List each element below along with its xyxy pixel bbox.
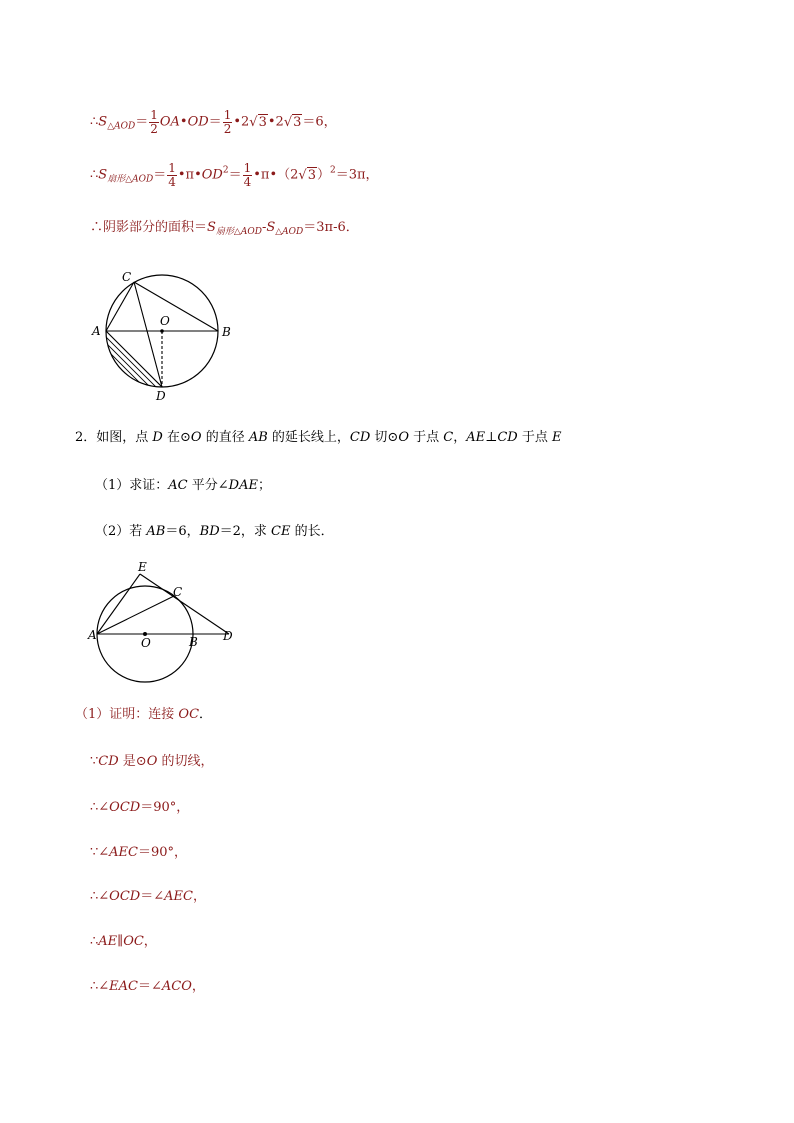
math: BD	[199, 524, 220, 539]
math: CD	[349, 430, 371, 445]
math: O	[146, 754, 158, 769]
fraction-denominator: 4	[243, 174, 252, 189]
label-d: D	[223, 629, 233, 643]
pi-factor: •π•（2	[253, 167, 299, 183]
text: ∥	[117, 934, 124, 949]
area-sector-formula	[90, 162, 379, 188]
text: ∴∠	[90, 889, 110, 904]
fraction-denominator: 4	[168, 174, 176, 189]
text: （1）证明：连接	[75, 707, 179, 722]
fraction-numerator: 1	[243, 161, 252, 175]
result: ＝6，	[302, 114, 337, 130]
math: AE	[466, 430, 486, 445]
text: ∴	[90, 934, 99, 949]
text: ∴∠	[90, 800, 110, 815]
text: ＝6，	[165, 524, 200, 539]
math: O	[398, 430, 409, 445]
text: 在⊙	[162, 430, 191, 445]
math: CE	[271, 524, 291, 539]
equals-sign: ＝	[208, 114, 222, 130]
label-b: B	[189, 635, 198, 649]
exponent: 2	[222, 165, 229, 176]
math: CD	[497, 430, 518, 445]
math: AB	[146, 524, 166, 539]
area-symbol: S	[98, 114, 108, 130]
math: CD	[98, 754, 119, 769]
text: ∵∠	[90, 845, 110, 860]
segment-od: OD	[201, 167, 223, 183]
shaded-area-formula	[90, 221, 359, 237]
math: DAE	[228, 478, 258, 493]
fraction-numerator: 1	[223, 108, 232, 122]
segment-cb	[134, 282, 218, 331]
label-d: D	[156, 389, 166, 403]
label-a: A	[88, 628, 97, 642]
text: ；	[257, 478, 271, 493]
text: ，	[453, 430, 467, 445]
coefficient: •2	[233, 114, 250, 130]
text: ∴∠	[90, 979, 110, 994]
text: ＝∠	[138, 979, 162, 994]
text: 平分∠	[187, 478, 229, 493]
pi-factor: •π•	[177, 167, 202, 183]
math: AE	[98, 934, 118, 949]
area-subscript: 扇形△AOD	[107, 174, 154, 185]
text: （2）若	[95, 524, 147, 539]
math: D	[152, 430, 163, 445]
area-symbol: S	[98, 167, 108, 183]
fraction-numerator: 1	[150, 108, 158, 122]
shaded-area-label: ∴阴影部分的面积＝	[90, 220, 208, 235]
math: C	[443, 430, 454, 445]
segment-ac	[97, 596, 174, 634]
math: OC	[178, 707, 200, 722]
radicand: 3	[293, 114, 302, 130]
text: ．	[199, 707, 213, 722]
text: 的切线，	[157, 754, 214, 769]
question-1	[95, 479, 271, 492]
label-o: O	[141, 636, 151, 650]
math: AC	[168, 478, 188, 493]
result: ＝3π，	[335, 167, 379, 183]
segment-cd	[134, 282, 162, 387]
fraction-denominator: 2	[223, 121, 232, 136]
radicand: 3	[307, 167, 316, 183]
area-symbol: S	[207, 220, 216, 235]
segment-oa: OA	[159, 114, 180, 130]
center-o-dot	[160, 329, 164, 333]
text: 的长．	[290, 524, 334, 539]
proof-step-1	[90, 755, 214, 768]
area-subscript: △AOD	[107, 121, 136, 132]
equals-sign: ＝	[135, 114, 149, 130]
fraction-numerator: 1	[168, 161, 176, 175]
label-o: O	[160, 314, 170, 328]
area-symbol: S	[266, 220, 276, 235]
math: OCD	[109, 800, 141, 815]
text: ，	[143, 934, 157, 949]
text: ＝90°，	[138, 845, 188, 860]
text: 于点	[517, 430, 552, 445]
text: ，	[192, 889, 206, 904]
label-e: E	[138, 560, 147, 574]
text: ，	[191, 979, 205, 994]
area-triangle-formula	[90, 109, 337, 135]
proof-heading	[75, 708, 212, 721]
equals-sign: ＝	[228, 167, 242, 183]
label-c: C	[173, 585, 183, 599]
math: E	[552, 430, 562, 445]
problem-2-statement	[75, 431, 562, 444]
area-subscript: △AOD	[275, 227, 304, 237]
fraction-one-half-2	[223, 109, 233, 135]
therefore-symbol: ∴	[90, 167, 99, 183]
math: ACO	[161, 979, 192, 994]
result: ＝3π-6．	[303, 220, 359, 235]
equals-sign: ＝	[153, 167, 167, 183]
math: EAC	[109, 979, 138, 994]
fraction-denominator: 2	[150, 121, 158, 136]
problem-number: 2．	[75, 430, 97, 445]
proof-step-4	[90, 890, 206, 903]
fraction-one-quarter	[167, 162, 177, 188]
minus-sign: -	[261, 220, 267, 235]
proof-step-5	[90, 935, 157, 948]
math: AEC	[164, 889, 193, 904]
text: ∵	[90, 754, 99, 769]
math: AEC	[109, 845, 138, 860]
segment-od: OD	[187, 114, 209, 130]
segment-ac	[106, 282, 134, 331]
text: 如图，点	[96, 430, 153, 445]
math: O	[190, 430, 202, 445]
line-ed-tangent	[140, 574, 229, 634]
fraction-one-half	[149, 109, 159, 135]
text: 切⊙	[370, 430, 399, 445]
label-b: B	[222, 325, 231, 339]
text: 是⊙	[118, 754, 147, 769]
text: ＝90°，	[140, 800, 190, 815]
segment-ae	[97, 574, 140, 634]
multiply-dot: •	[179, 114, 188, 130]
proof-step-3	[90, 846, 187, 859]
math: OC	[123, 934, 144, 949]
text: ⊥	[485, 430, 498, 445]
area-subscript: 扇形△AOD	[215, 227, 262, 237]
text: 于点	[409, 430, 444, 445]
close-paren: ）	[316, 167, 330, 183]
text: ＝∠	[140, 889, 165, 904]
question-2	[95, 525, 334, 538]
figure-1-circle-diagram	[90, 265, 240, 405]
coefficient: •2	[267, 114, 284, 130]
fraction-one-quarter-2	[243, 162, 253, 188]
exponent: 2	[329, 165, 336, 176]
proof-step-6	[90, 980, 205, 993]
figure-2-tangent-diagram	[88, 558, 238, 688]
segment-ad	[106, 331, 162, 387]
text: 的延长线上，	[267, 430, 350, 445]
label-a: A	[92, 324, 101, 338]
therefore-symbol: ∴	[90, 114, 99, 130]
radicand: 3	[258, 114, 267, 130]
text: 的直径	[201, 430, 249, 445]
text: ＝2，求	[219, 524, 272, 539]
text: （1）求证：	[95, 478, 169, 493]
proof-step-2	[90, 801, 189, 814]
label-c: C	[122, 270, 132, 284]
sqrt-three: √3	[298, 167, 316, 183]
math: OCD	[109, 889, 141, 904]
sqrt-three: √3	[283, 114, 302, 130]
math: AB	[248, 430, 268, 445]
shaded-region-hatching	[90, 309, 188, 407]
sqrt-three: √3	[249, 114, 267, 130]
